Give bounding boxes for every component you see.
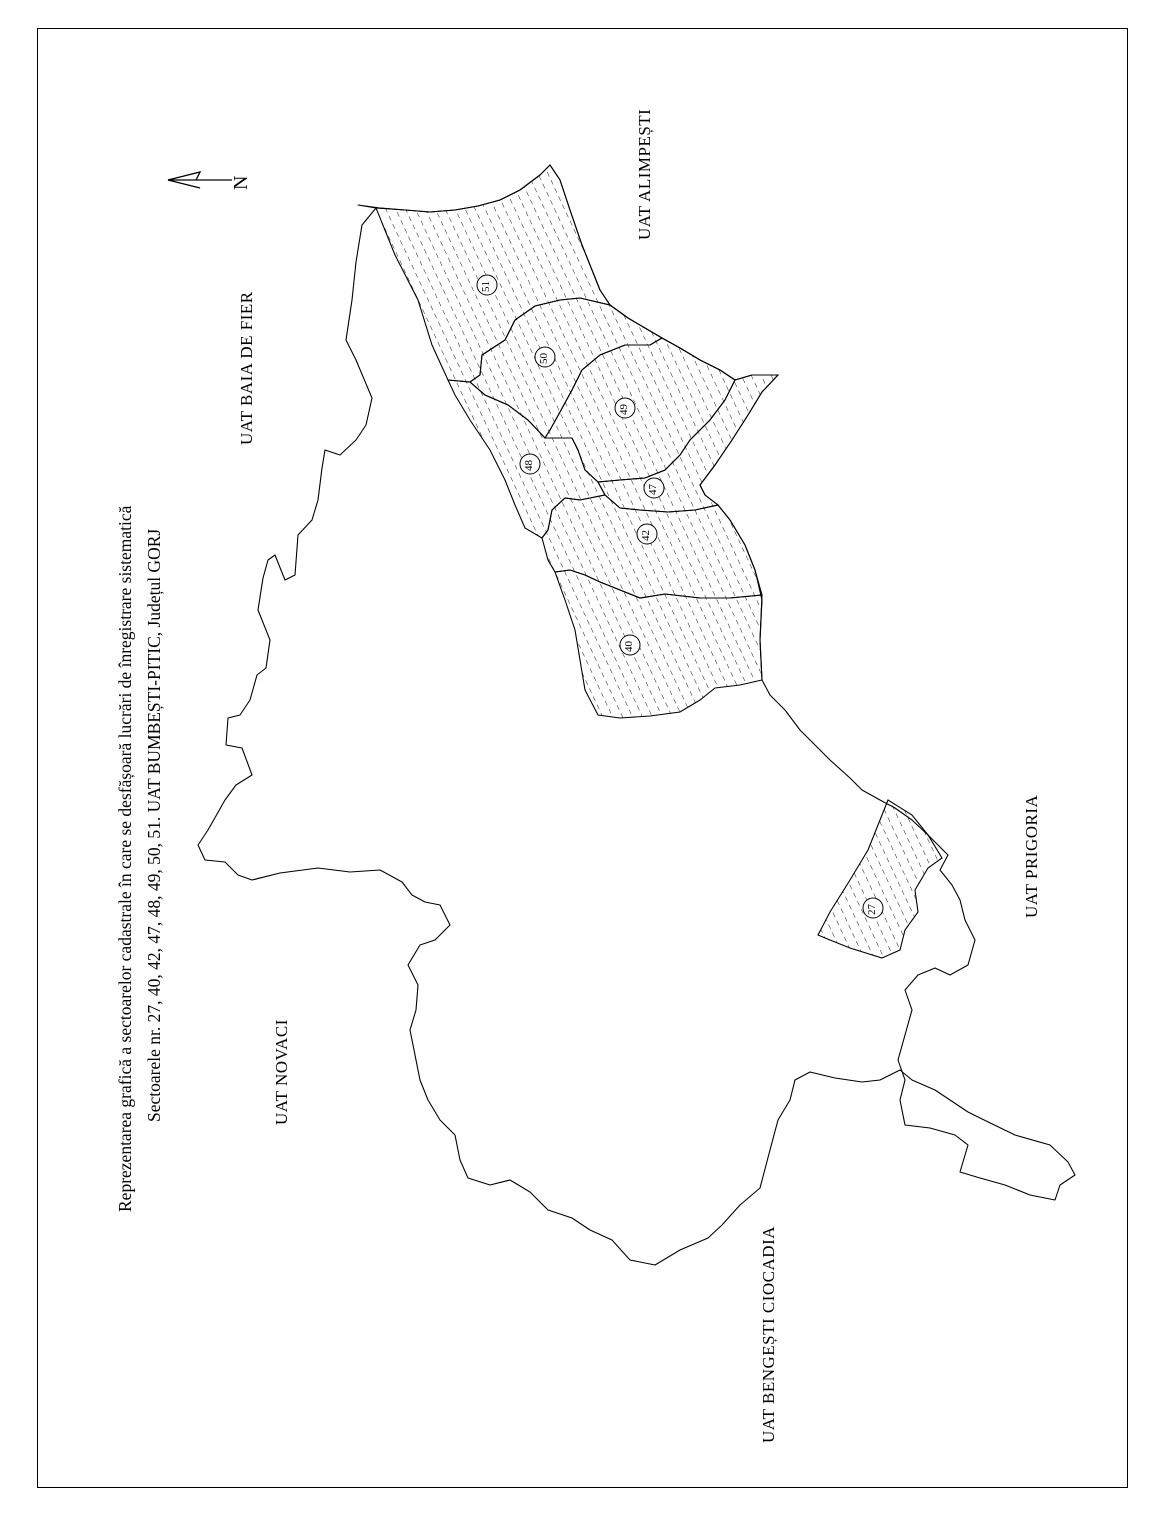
map-title-line-1: Reprezentarea grafică a sectoarelor cadastrale în care se desfășoară lucrări de înregistrare sistematică: [115, 505, 135, 1212]
north-label: N: [230, 175, 252, 190]
sector-label-40: 40: [623, 641, 635, 652]
sector-label-42: 42: [640, 530, 652, 541]
sector-27-area: [818, 800, 942, 958]
neighbor-label-novaci: UAT NOVACI: [272, 1019, 291, 1125]
sector-label-51: 51: [480, 281, 492, 292]
neighbor-label-baia-de-fier: UAT BAIA DE FIER: [237, 291, 256, 445]
sector-label-50: 50: [538, 353, 550, 364]
map-title-line-2: Sectoarele nr. 27, 40, 42, 47, 48, 49, 50, 51. UAT BUMBEȘTI-PITIC, Județul GORJ: [144, 528, 164, 1122]
neighbor-label-bengesti-ciocadia: UAT BENGEȘTI CIOCADIA: [759, 1225, 778, 1443]
north-arrow-icon: [168, 172, 232, 188]
neighbor-label-alimpesti: UAT ALIMPEȘTI: [635, 108, 654, 240]
sector-label-27: 27: [866, 904, 878, 915]
sector-label-48: 48: [523, 460, 535, 471]
sector-label-49: 49: [618, 404, 630, 415]
sector-label-47: 47: [647, 484, 659, 495]
neighbor-label-prigoria: UAT PRIGORIA: [1022, 794, 1041, 918]
